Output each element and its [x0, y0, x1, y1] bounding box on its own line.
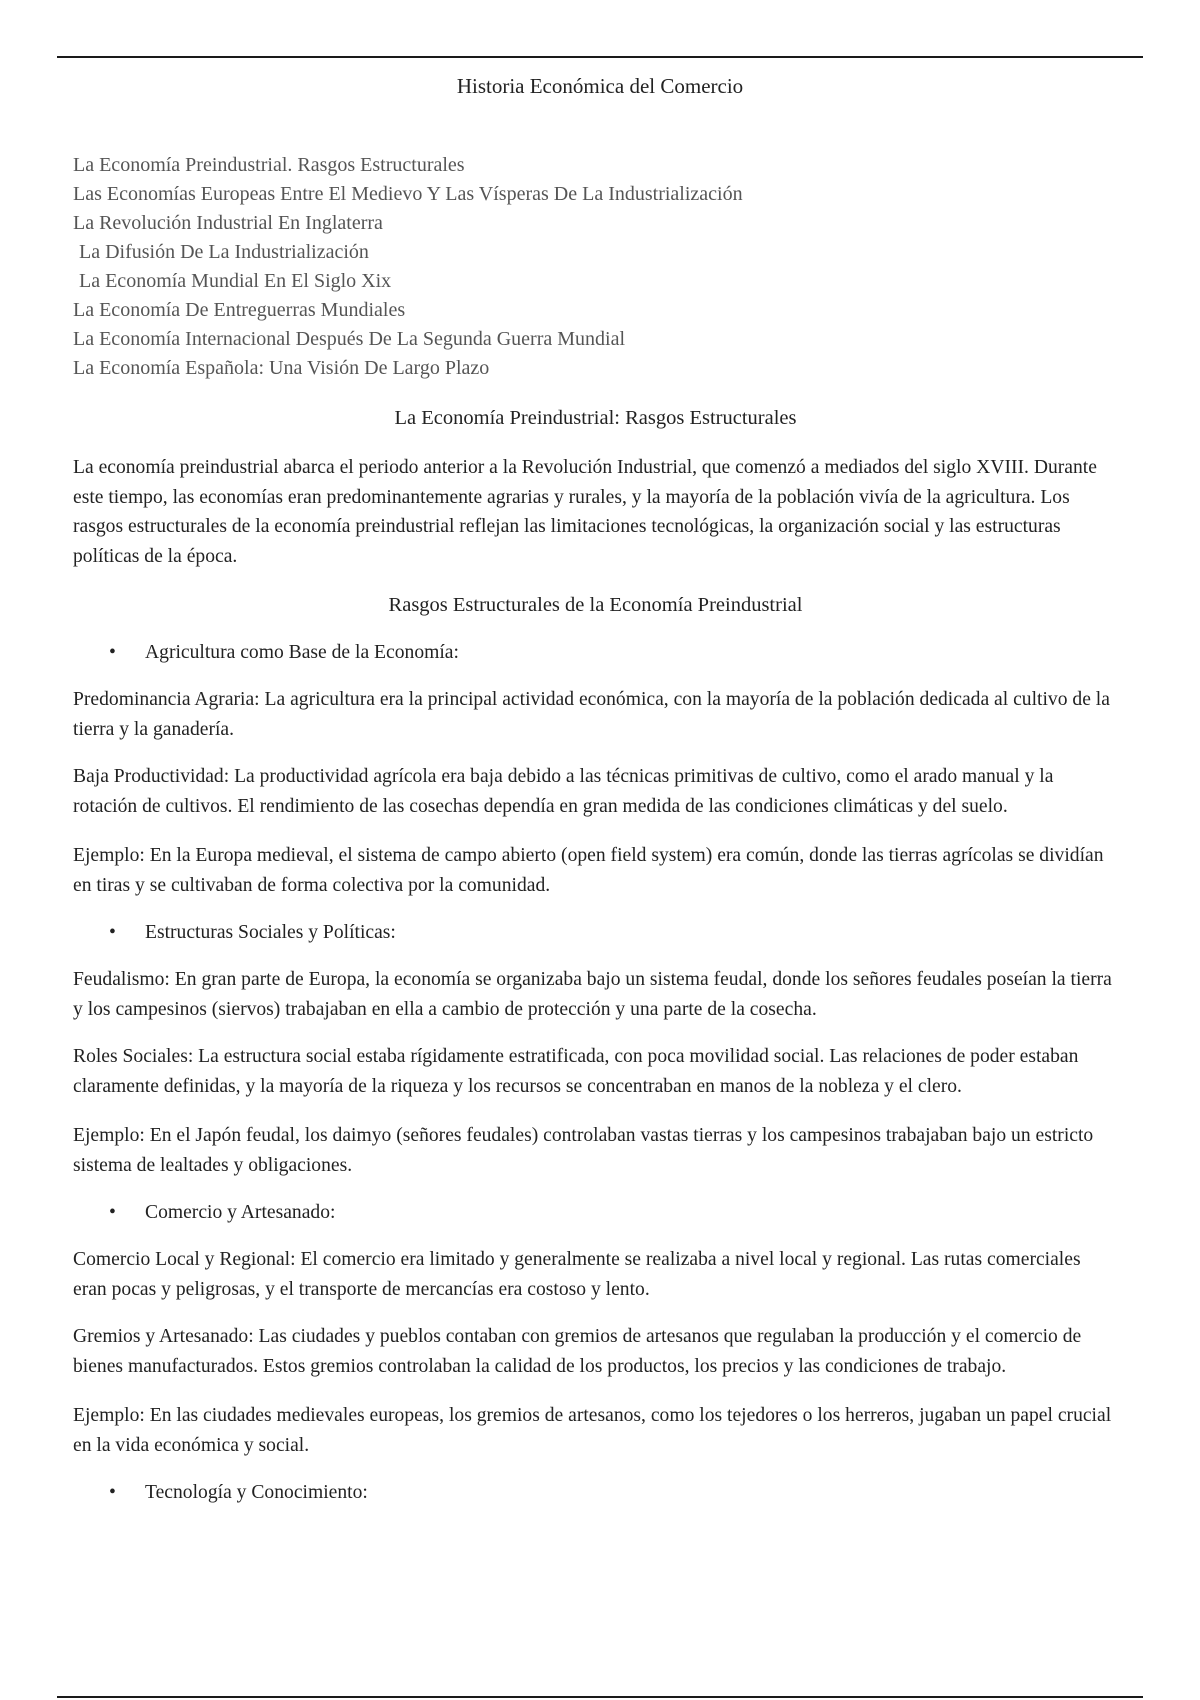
toc-item: La Economía Mundial En El Siglo Xix: [79, 270, 392, 292]
toc-item: La Economía Internacional Después De La Segunda Guerra Mundial: [73, 328, 626, 350]
document-title: Historia Económica del Comercio: [456, 74, 744, 98]
paragraph: Feudalismo: En gran parte de Europa, la economía se organizaba bajo un sistema feudal, donde los señores feudales poseían la tierra y los campesinos (siervos) trabajaban en ella a cambio de protección y una parte de la cosecha.: [73, 969, 1112, 1020]
toc-item: La Economía De Entreguerras Mundiales: [73, 299, 406, 321]
top-rule: [57, 56, 1143, 58]
paragraph: Ejemplo: En la Europa medieval, el sistema de campo abierto (open field system) era común, donde las tierras agrícolas se dividían en tiras y se cultivaban de forma colectiva por la comunidad.: [73, 845, 1104, 896]
paragraph: Gremios y Artesanado: Las ciudades y pueblos contaban con gremios de artesanos que regulaban la producción y el comercio de bienes manufacturados. Estos gremios controlaban la calidad de los productos, los precios y las condiciones de trabajo.: [73, 1326, 1082, 1377]
bullet-icon: •: [109, 922, 116, 943]
bullet-icon: •: [109, 1482, 116, 1503]
toc-item: La Economía Española: Una Visión De Largo Plazo: [73, 357, 490, 379]
paragraph: Predominancia Agraria: La agricultura era la principal actividad económica, con la mayoría de la población dedicada al cultivo de la tierra y la ganadería.: [73, 689, 1110, 740]
paragraph: Baja Productividad: La productividad agrícola era baja debido a las técnicas primitivas de cultivo, como el arado manual y la rotación de cultivos. El rendimiento de las cosechas dependía en gran medida de las condiciones climáticas y del suelo.: [73, 766, 1054, 817]
bullet-item: [73, 1198, 1118, 1227]
section-subheading: Rasgos Estructurales de la Economía Preindustrial: [388, 594, 803, 616]
paragraph: Comercio Local y Regional: El comercio era limitado y generalmente se realizaba a nivel local y regional. Las rutas comerciales eran pocas y peligrosas, y el transporte de mercancías era costoso y lento.: [73, 1249, 1081, 1300]
bullet-icon: •: [109, 1202, 116, 1223]
toc-item: Las Economías Europeas Entre El Medievo Y Las Vísperas De La Industrialización: [73, 183, 743, 205]
bullet-title: Tecnología y Conocimiento:: [145, 1482, 368, 1503]
bullet-title: Agricultura como Base de la Economía:: [145, 642, 459, 663]
bullet-title: Comercio y Artesanado:: [145, 1202, 336, 1223]
bullet-item: [73, 918, 1118, 947]
paragraph: Roles Sociales: La estructura social estaba rígidamente estratificada, con poca movilidad social. Las relaciones de poder estaban claramente definidas, y la mayoría de la riqueza y los recursos se concentraban en manos de la nobleza y el clero.: [73, 1046, 1079, 1097]
bullet-title: Estructuras Sociales y Políticas:: [145, 922, 396, 943]
intro-paragraph: La economía preindustrial abarca el periodo anterior a la Revolución Industrial, que comenzó a mediados del siglo XVIII. Durante este tiempo, las economías eran predominantemente agrarias y rurales, y la mayoría de la población vivía de la agricultura. Los rasgos estructurales de la economía preindustrial reflejan las limitaciones tecnológicas, la organización social y las estructuras políticas de la época.: [73, 457, 1097, 567]
bullet-icon: •: [109, 642, 116, 663]
table-of-contents: [73, 151, 743, 383]
toc-item: La Economía Preindustrial. Rasgos Estructurales: [73, 154, 465, 176]
bullet-item: [73, 638, 1118, 667]
paragraph: Ejemplo: En las ciudades medievales europeas, los gremios de artesanos, como los tejedores o los herreros, jugaban un papel crucial en la vida económica y social.: [73, 1405, 1112, 1456]
paragraph: Ejemplo: En el Japón feudal, los daimyo (señores feudales) controlaban vastas tierras y los campesinos trabajaban bajo un estricto sistema de lealtades y obligaciones.: [73, 1125, 1094, 1176]
toc-item: La Difusión De La Industrialización: [79, 241, 369, 263]
bottom-rule: [57, 1696, 1143, 1698]
toc-item: La Revolución Industrial En Inglaterra: [73, 212, 383, 234]
bullet-item: [73, 1478, 1118, 1507]
section-heading: La Economía Preindustrial: Rasgos Estructurales: [394, 407, 797, 429]
document-body: [73, 404, 1118, 1507]
